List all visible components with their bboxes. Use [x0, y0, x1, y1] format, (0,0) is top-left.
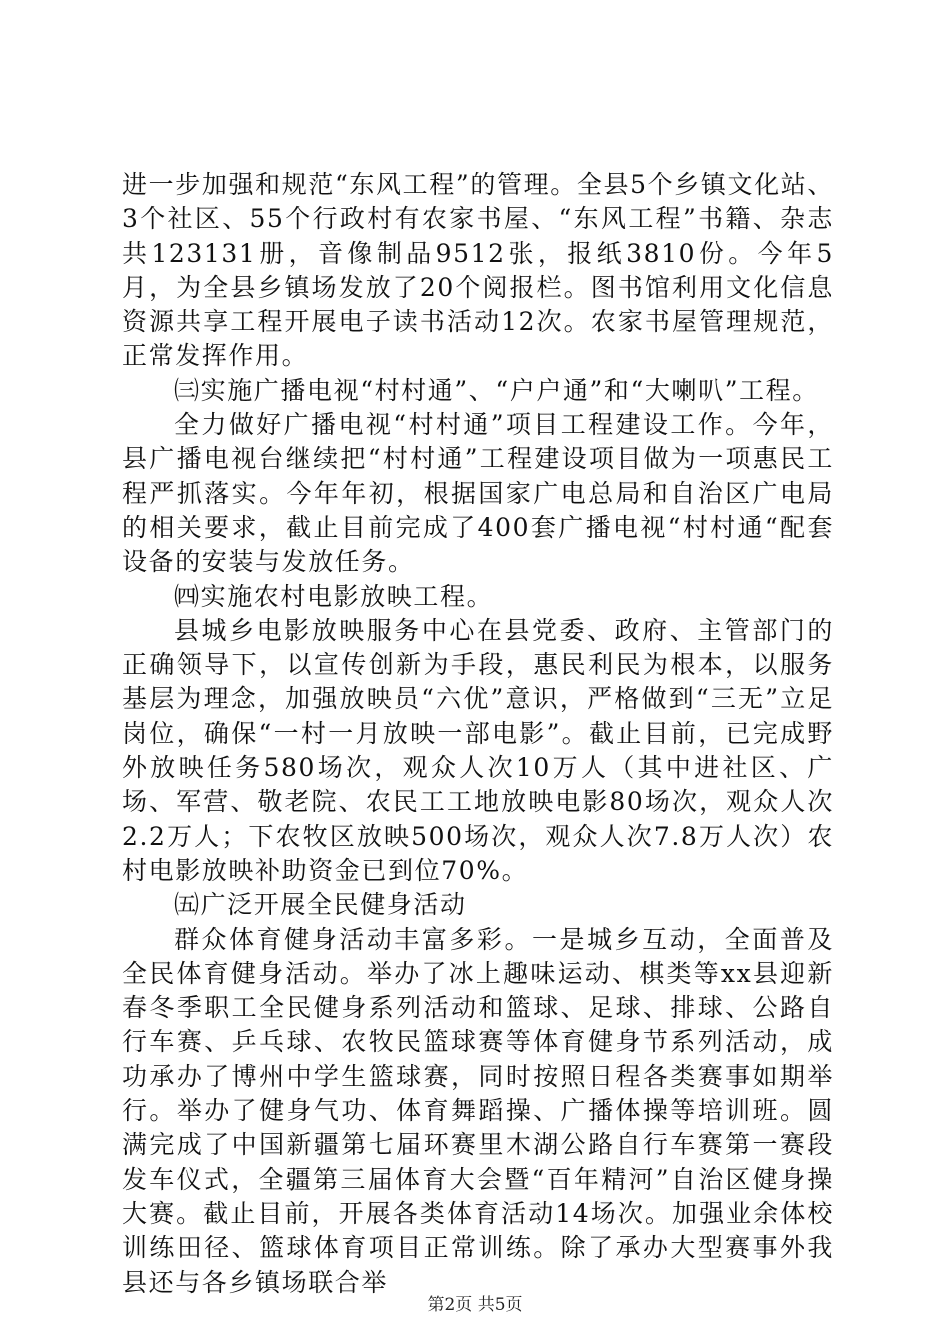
page-footer: 第2页 共5页 [427, 1295, 523, 1315]
document-body [122, 168, 834, 1300]
paragraph-library-management: 进一步加强和规范“东风工程”的管理。全县5个乡镇文化站、3个社区、55个行政村有农家书屋、“东风工程”书籍、杂志共123131册，音像制品9512张，报纸3810份。今年5月，为全县乡镇场发放了20个阅报栏。图书馆利用文化信息资源共享工程开展电子读书活动12次。农家书屋管理规范，正常发挥作用。 [122, 170, 834, 371]
paragraph-broadcast: 全力做好广播电视“村村通”项目工程建设工作。今年，县广播电视台继续把“村村通”工程建设项目做为一项惠民工程严抓落实。今年年初，根据国家广电总局和自治区广电局的相关要求，截止目前完成了400套广播电视“村村通“配套设备的安装与发放任务。 [122, 410, 834, 577]
paragraph-fitness: 群众体育健身活动丰富多彩。一是城乡互动，全面普及全民体育健身活动。举办了冰上趣味运动、棋类等xx县迎新春冬季职工全民健身系列活动和篮球、足球、排球、公路自行车赛、乒乓球、农牧民篮球赛等体育健身节系列活动，成功承办了博州中学生篮球赛，同时按照日程各类赛事如期举行。举办了健身气功、体育舞蹈操、广播体操等培训班。圆满完成了中国新疆第七届环赛里木湖公路自行车赛第一赛段发车仪式，全疆第三届体育大会暨“百年精河”自治区健身操大赛。截止目前，开展各类体育活动14场次。加强业余体校训练田径、篮球体育项目正常训练。除了承办大型赛事外我县还与各乡镇场联合举 [122, 924, 834, 1297]
section-heading-broadcast: ㈢实施广播电视“村村通”、“户户通”和“大喇叭”工程。 [174, 375, 819, 405]
section-heading-film: ㈣实施农村电影放映工程。 [174, 581, 494, 611]
paragraph-film: 县城乡电影放映服务中心在县党委、政府、主管部门的正确领导下，以宣传创新为手段，惠民利民为根本，以服务基层为理念，加强放映员“六优”意识，严格做到“三无”立足岗位，确保“一村一月放映一部电影”。截止目前，已完成野外放映任务580场次，观众人次10万人（其中进社区、广场、军营、敬老院、农民工工地放映电影80场次，观众人次2.2万人；下农牧区放映500场次，观众人次7.8万人次）农村电影放映补助资金已到位70%。 [122, 615, 834, 885]
section-heading-fitness: ㈤广泛开展全民健身活动 [174, 890, 467, 920]
